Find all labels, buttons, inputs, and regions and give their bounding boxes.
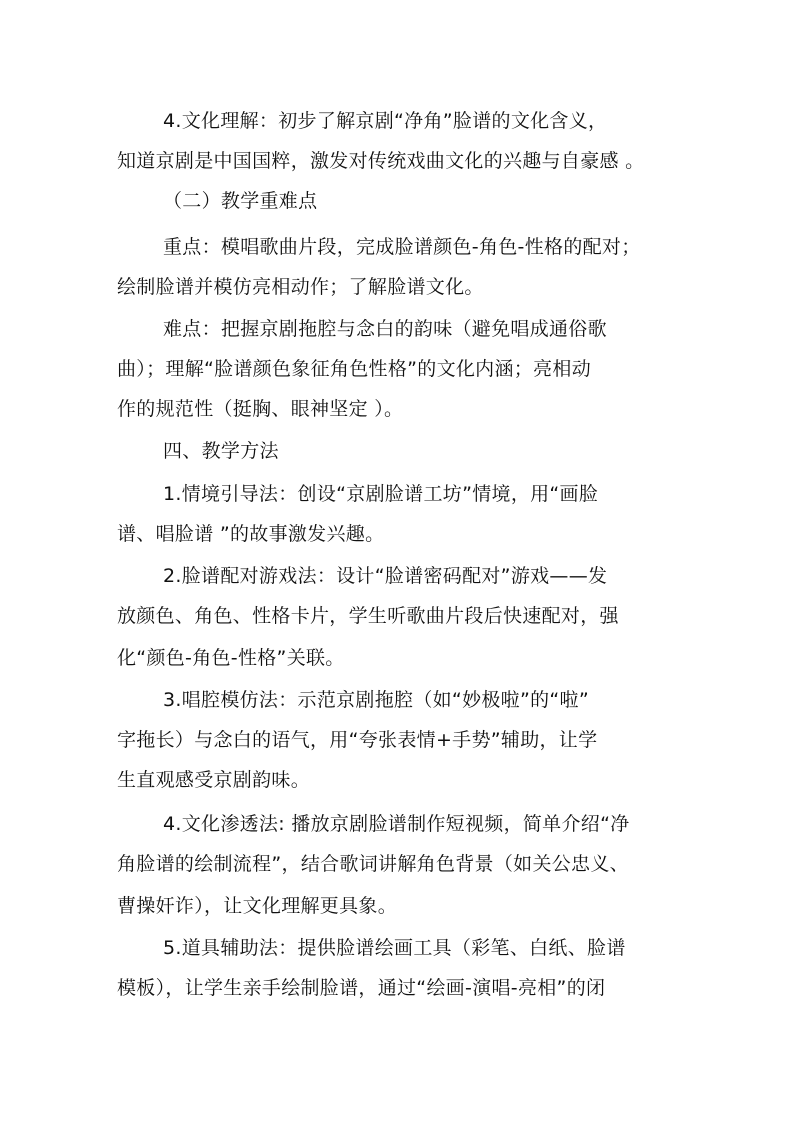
text-line: 生直观感受京剧韵味。 — [117, 769, 311, 791]
text-line: 放颜色、角色、性格卡片，学生听歌曲片段后快速配对，强 — [117, 605, 619, 627]
text-line: 字拖长）与念白的语气，用“夸张表情+手势”辅助，让学 — [117, 729, 598, 751]
text-line: 绘制脸谱并模仿亮相动作；了解脸谱文化。 — [117, 276, 484, 298]
text-line: 1.情境引导法：创设“京剧脸谱工坊”情境，用“画脸 — [163, 483, 599, 505]
text-line: 谱、唱脸谱 ”的故事激发兴趣。 — [117, 523, 385, 545]
text-line: 5.道具辅助法：提供脸谱绘画工具（彩笔、白纸、脸谱 — [163, 937, 626, 959]
text-line: 3.唱腔模仿法：示范京剧拖腔（如“妙极啦”的“啦” — [163, 689, 590, 711]
text-line: 化“颜色-角色-性格”关联。 — [117, 647, 345, 669]
section-heading: 四、教学方法 — [163, 440, 279, 462]
text-line: 作的规范性（挺胸、眼神坚定 ）。 — [117, 398, 404, 420]
text-line: 重点：模唱歌曲片段，完成脸谱颜色-角色-性格的配对； — [163, 236, 641, 258]
text-line: 2.脸谱配对游戏法：设计“脸谱密码配对”游戏——发 — [163, 565, 608, 587]
text-line: 模板），让学生亲手绘制脸谱，通过“绘画-演唱-亮相”的闭 — [117, 977, 606, 999]
text-line: 4.文化理解：初步了解京剧“净角”脸谱的文化含义， — [163, 110, 608, 132]
section-heading: （二）教学重难点 — [163, 190, 318, 212]
text-line: 曲）；理解“脸谱颜色象征角色性格”的文化内涵；亮相动 — [117, 358, 591, 380]
text-line: 角脸谱的绘制流程”，结合歌词讲解角色背景（如关公忠义、 — [117, 853, 629, 875]
text-line: 曹操奸诈），让文化理解更具象。 — [117, 895, 398, 917]
text-line: 难点：把握京剧拖腔与念白的韵味（避免唱成通俗歌 — [163, 318, 607, 340]
text-line: 知道京剧是中国国粹，激发对传统戏曲文化的兴趣与自豪感 。 — [117, 150, 645, 172]
text-line: 4.文化渗透法: 播放京剧脸谱制作短视频，简单介绍“净 — [163, 813, 630, 835]
